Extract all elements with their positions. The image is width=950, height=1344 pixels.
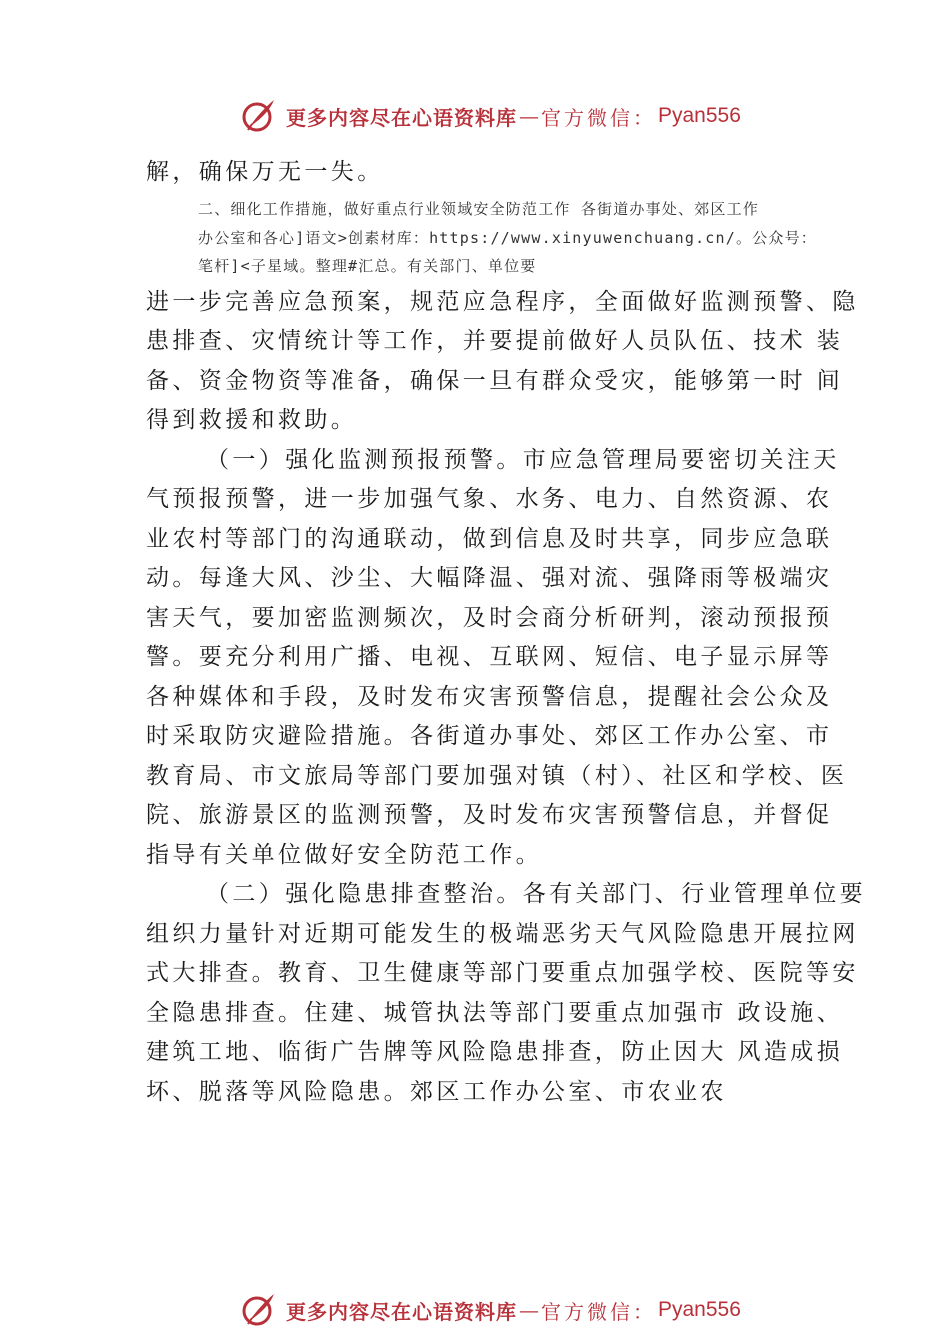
text-line: 院、旅游景区的监测预警，及时发布灾害预警信息，并督促 [146, 802, 833, 828]
text-line: 式大排查。教育、卫生健康等部门要重点加强学校、医院等安 [146, 960, 859, 986]
watermark-wechat-id: Pyan556 [658, 104, 741, 127]
text-line: 指导有关单位做好安全防范工作。 [146, 842, 542, 868]
text-line: 备、资金物资等准备，确保一旦有群众受灾，能够第一时 间 [146, 368, 844, 394]
text-line: 坏、脱落等风险隐患。郊区工作办公室、市农业农 [146, 1079, 727, 1105]
watermark-dash: — [519, 1298, 539, 1322]
text-line: 教育局、市文旅局等部门要加强对镇（村）、社区和学校、医 [146, 763, 848, 789]
quill-pen-logo-icon [238, 96, 278, 136]
watermark-sub-text: 官方微信： [541, 105, 656, 130]
small-text-line: 二、细化工作措施，做好重点行业领域安全防范工作 各街道办事处、郊区工作 [198, 200, 760, 218]
text-line: 各种媒体和手段，及时发布灾害预警信息，提醒社会公众及 [146, 684, 833, 710]
section-heading-line: （一）强化监测预报预警。市应急管理局要密切关注天 [206, 447, 840, 473]
small-text-line: 办公室和各心]语文>创素材库：https://www.xinyuwenchuang.cn/。公众号： [198, 229, 817, 247]
text-line: 解，确保万无一失。 [146, 159, 384, 185]
text-line: 业农村等部门的沟通联动，做到信息及时共享，同步应急联 [146, 526, 833, 552]
section-heading-line: （二）强化隐患排查整治。各有关部门、行业管理单位要 [206, 881, 866, 907]
watermark-wechat-id: Pyan556 [658, 1298, 741, 1321]
text-line: 动。每逢大风、沙尘、大幅降温、强对流、强降雨等极端灾 [146, 565, 833, 591]
text-line: 气预报预警，进一步加强气象、水务、电力、自然资源、农 [146, 486, 833, 512]
text-line: 进一步完善应急预案，规范应急程序，全面做好监测预警、隐 [146, 289, 859, 315]
watermark-main-text: 更多内容尽在心语资料库 [286, 1299, 517, 1324]
watermark-main-text: 更多内容尽在心语资料库 [286, 105, 517, 130]
text-line: 建筑工地、临街广告牌等风险隐患排查，防止因大 风造成损 [146, 1039, 844, 1065]
text-line: 全隐患排查。住建、城管执法等部门要重点加强市 政设施、 [146, 1000, 844, 1026]
text-line: 组织力量针对近期可能发生的极端恶劣天气风险隐患开展拉网 [146, 921, 859, 947]
small-text-line: 笔杆]<子星域。整理#汇总。有关部门、单位要 [198, 257, 537, 275]
text-line: 患排查、灾情统计等工作，并要提前做好人员队伍、技术 装 [146, 328, 844, 354]
text-line: 警。要充分利用广播、电视、互联网、短信、电子显示屏等 [146, 644, 833, 670]
watermark-banner-top [238, 96, 758, 136]
text-line: 得到救援和救助。 [146, 407, 358, 433]
quill-pen-logo-icon [238, 1290, 278, 1330]
text-line: 害天气，要加密监测频次，及时会商分析研判，滚动预报预 [146, 605, 833, 631]
watermark-dash: — [519, 104, 539, 128]
watermark-sub-text: 官方微信： [541, 1299, 656, 1324]
text-line: 时采取防灾避险措施。各街道办事处、郊区工作办公室、市 [146, 723, 833, 749]
watermark-banner-bottom [238, 1290, 758, 1330]
